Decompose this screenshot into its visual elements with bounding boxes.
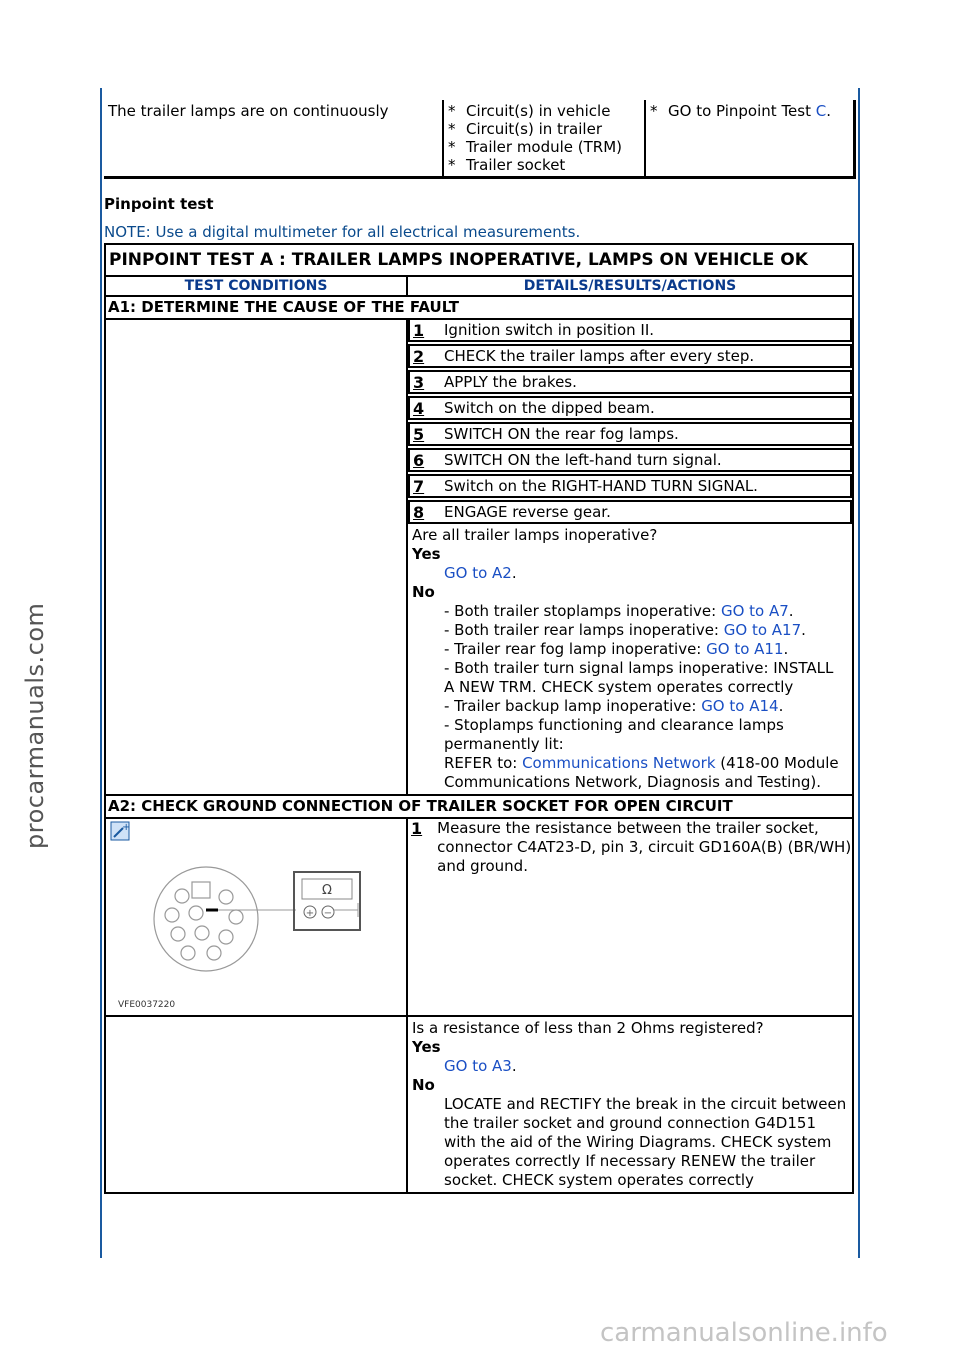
step-row: 2 CHECK the trailer lamps after every step. — [408, 344, 852, 368]
zoom-icon[interactable] — [111, 822, 130, 840]
document-content — [104, 100, 856, 1194]
symptom-row — [104, 100, 855, 178]
causes-cell — [443, 100, 645, 178]
step-row: 8 ENGAGE reverse gear. — [408, 500, 852, 522]
a2-question: Is a resistance of less than 2 Ohms registered? — [412, 1019, 764, 1037]
a1-yes-label: Yes — [412, 545, 441, 563]
multimeter-drawing — [294, 872, 360, 930]
a2-heading: A2: CHECK GROUND CONNECTION OF TRAILER SOCKET FOR OPEN CIRCUIT — [105, 795, 853, 818]
side-watermark: procarmanuals.com — [21, 602, 49, 849]
action-cell: * GO to Pinpoint Test C. — [645, 100, 855, 178]
pinpoint-test-table — [104, 243, 854, 1194]
a2-step-cell — [407, 818, 853, 1016]
step-row: 5 SWITCH ON the rear fog lamps. — [408, 422, 852, 446]
step-row: 7 Switch on the RIGHT-HAND TURN SIGNAL. — [408, 474, 852, 498]
a1-steps-cell — [407, 319, 853, 523]
a2-figure-cell — [105, 818, 407, 1016]
a1-results-cell: Are all trailer lamps inoperative? Yes GO to A2. No - Both trailer stoplamps inoperative: GO to A7. - Both trailer rear lamps inoperative: GO to A17. - Trailer rear fog lamp inoperative: GO to A11. - Both trailer turn signal lamps inoperative: INSTALL A NEW TRM. CHECK system operates correctly - Trailer backup lamp inoperative: GO to A14. - Stoplamps functioning and clearance lamps permanently lit: REFER to: Communications Network (418-00 Module Communications Network, Diagnosis and Testing). — [407, 523, 853, 795]
svg-text:+: + — [122, 822, 131, 833]
a2-figure — [106, 819, 406, 1015]
symptom-cell: The trailer lamps are on continuously — [108, 102, 389, 120]
figure-label: VFE0037220 — [118, 1000, 176, 1010]
col-test-conditions: TEST CONDITIONS — [105, 276, 407, 296]
a2-yes-label: Yes — [412, 1038, 441, 1056]
ground-symbol — [356, 903, 358, 917]
go-to-a11-link[interactable]: GO to A11 — [706, 640, 784, 658]
test-title: PINPOINT TEST A : TRAILER LAMPS INOPERATIVE, LAMPS ON VEHICLE OK — [105, 244, 853, 276]
cause-item: * Circuit(s) in vehicle — [448, 102, 611, 120]
turn-signal-action: - Both trailer turn signal lamps inoperative: INSTALL A NEW TRM. CHECK system operates correctly — [444, 659, 834, 696]
bottom-watermark: carmanualsonline.info — [600, 1318, 888, 1348]
col-details: DETAILS/RESULTS/ACTIONS — [407, 276, 853, 296]
a1-heading: A1: DETERMINE THE CAUSE OF THE FAULT — [105, 296, 853, 319]
go-to-a17-link[interactable]: GO to A17 — [723, 621, 802, 639]
step-row: 4 Switch on the dipped beam. — [408, 396, 852, 420]
communications-network-link[interactable]: Communications Network — [522, 754, 716, 772]
page-frame-right — [858, 88, 860, 1258]
svg-text:−: − — [323, 908, 333, 919]
a2-no-action: LOCATE and RECTIFY the break in the circuit between the trailer socket and ground connection G4D151 with the aid of the Wiring Diagrams. CHECK system operates correctly If necessary RENEW the trailer socket. CHECK system operates correctly — [444, 1095, 847, 1189]
symptom-table — [104, 100, 856, 179]
step-row: 3 APPLY the brakes. — [408, 370, 852, 394]
meter-ohm-symbol: Ω — [322, 883, 332, 898]
note-text: NOTE: Use a digital multimeter for all electrical measurements. — [104, 223, 581, 241]
go-to-a3-link[interactable]: GO to A3 — [444, 1057, 512, 1075]
svg-text:+: + — [305, 908, 315, 919]
go-to-a2-link[interactable]: GO to A2 — [444, 564, 512, 582]
go-to-a7-link[interactable]: GO to A7 — [720, 602, 789, 620]
go-to-a14-link[interactable]: GO to A14 — [701, 697, 779, 715]
trailer-socket-drawing — [154, 867, 258, 971]
page-frame-left — [100, 88, 102, 1258]
a1-no-label: No — [412, 583, 435, 601]
a1-conditions-cell — [105, 319, 407, 795]
step-row: 1 Measure the resistance between the trailer socket, connector C4AT23-D, pin 3, circuit GD160A(B) (BR/WH) and ground. — [411, 819, 852, 875]
a2-no-label: No — [412, 1076, 435, 1094]
a2-results-cell: Is a resistance of less than 2 Ohms registered? Yes GO to A3. No LOCATE and RECTIFY the break in the circuit between the trailer socket and ground connection G4D151 with the aid of the Wiring Diagrams. CHECK system operates correctly If necessary RENEW the trailer socket. CHECK system operates correctly — [407, 1016, 853, 1193]
a1-question: Are all trailer lamps inoperative? — [412, 526, 658, 544]
cause-item: * Circuit(s) in trailer — [448, 120, 602, 138]
pinpoint-c-link[interactable]: C — [815, 102, 827, 120]
cause-item: * Trailer module (TRM) — [448, 138, 623, 156]
cause-item: * Trailer socket — [448, 156, 566, 174]
a2-conditions-cell — [105, 1016, 407, 1193]
pinpoint-heading: Pinpoint test — [104, 195, 214, 213]
step-row: 6 SWITCH ON the left-hand turn signal. — [408, 448, 852, 472]
step-row: 1 Ignition switch in position II. — [408, 320, 852, 342]
stoplamps-text: - Stoplamps functioning and clearance lamps permanently lit: — [444, 716, 784, 753]
